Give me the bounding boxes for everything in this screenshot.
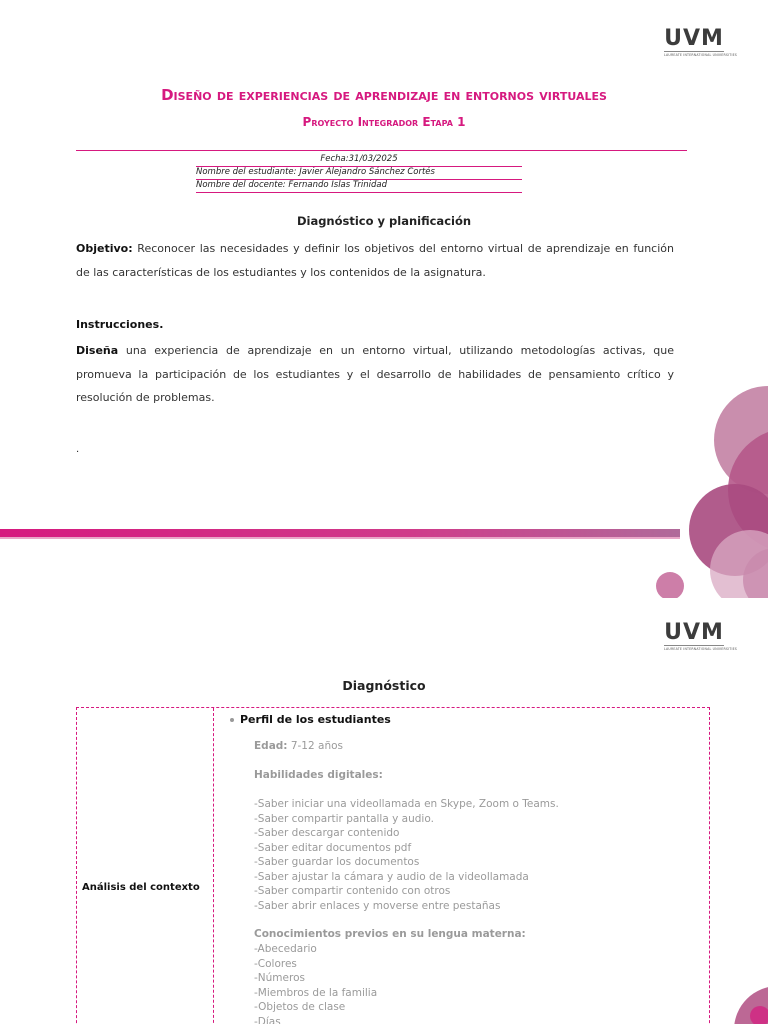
list-item: -Saber guardar los documentos [254,856,420,868]
footer-band [0,529,680,537]
objetivo-paragraph [76,237,674,284]
diagnostico-heading: Diagnóstico [342,678,426,693]
document-subtitle: Proyecto Integrador Etapa 1 [302,115,466,129]
decorative-corner [728,970,768,1024]
title-rule [76,150,687,151]
decorative-circles [640,380,768,598]
list-item: -Números [254,972,305,984]
table-content-cell [214,708,709,1024]
list-item: -Saber ajustar la cámara y audio de la videollamada [254,870,529,883]
list-item: -Saber editar documentos pdf [254,841,412,854]
habilidades-heading: Habilidades digitales: [254,769,383,781]
list-item: -Saber compartir contenido con otros [254,885,451,897]
list-item: -Colores [254,957,297,970]
uvm-logo: UVM LAUREATE INTERNATIONAL UNIVERSITIES [664,26,738,57]
document-title: Diseño de experiencias de aprendizaje en entornos virtuales [161,86,607,104]
conocimientos-heading: Conocimientos previos en su lengua materna: [254,928,526,940]
list-item: -Saber iniciar una videollamada en Skype, Zoom o Teams. [254,798,559,810]
row-label: Análisis del contexto [82,882,200,893]
instrucciones-heading: Instrucciones. [76,318,164,331]
section-heading: Diagnóstico y planificación [296,214,472,228]
student-name-field: Nombre del estudiante: Javier Alejandro Sánchez Cortés [196,166,522,180]
list-item: -Saber descargar contenido [254,827,400,839]
list-item: -Días [254,1015,281,1024]
list-item: -Saber compartir pantalla y audio. [254,812,434,825]
edad-line: Edad: 7-12 años [254,740,343,752]
list-item: -Saber abrir enlaces y moverse entre pestañas [254,899,501,912]
disena-paragraph [76,339,674,410]
list-item: -Abecedario [254,943,317,955]
objetivo-label: Objetivo: [76,242,133,255]
footer-band-accent [0,537,680,539]
list-item: -Objetos de clase [254,1001,346,1013]
list-item: -Miembros de la familia [254,986,378,999]
stray-dot: . [76,444,80,455]
diagnostico-table [76,707,710,1024]
teacher-name-field: Nombre del docente: Fernando Islas Trinidad [196,179,522,193]
objetivo-text: Reconocer las necesidades y definir los objetivos del entorno virtual de aprendizaje en función de las características de los estudiantes y los contenidos de la asignatura. [76,242,674,279]
disena-text: una experiencia de aprendizaje en un entorno virtual, utilizando metodologías activas, que promueva la participación de los estudiantes y el desarrollo de habilidades de pensamiento crítico y resolución de problemas. [76,344,674,404]
fecha-field: Fecha:31/03/2025 [196,153,522,167]
table-label-cell [77,708,214,1024]
bullet-title: Perfil de los estudiantes [240,713,391,726]
uvm-logo: UVM LAUREATE INTERNATIONAL UNIVERSITIES [664,620,738,651]
document-page-2 [0,598,768,1024]
disena-label: Diseña [76,344,119,357]
bullet-icon [230,718,234,722]
